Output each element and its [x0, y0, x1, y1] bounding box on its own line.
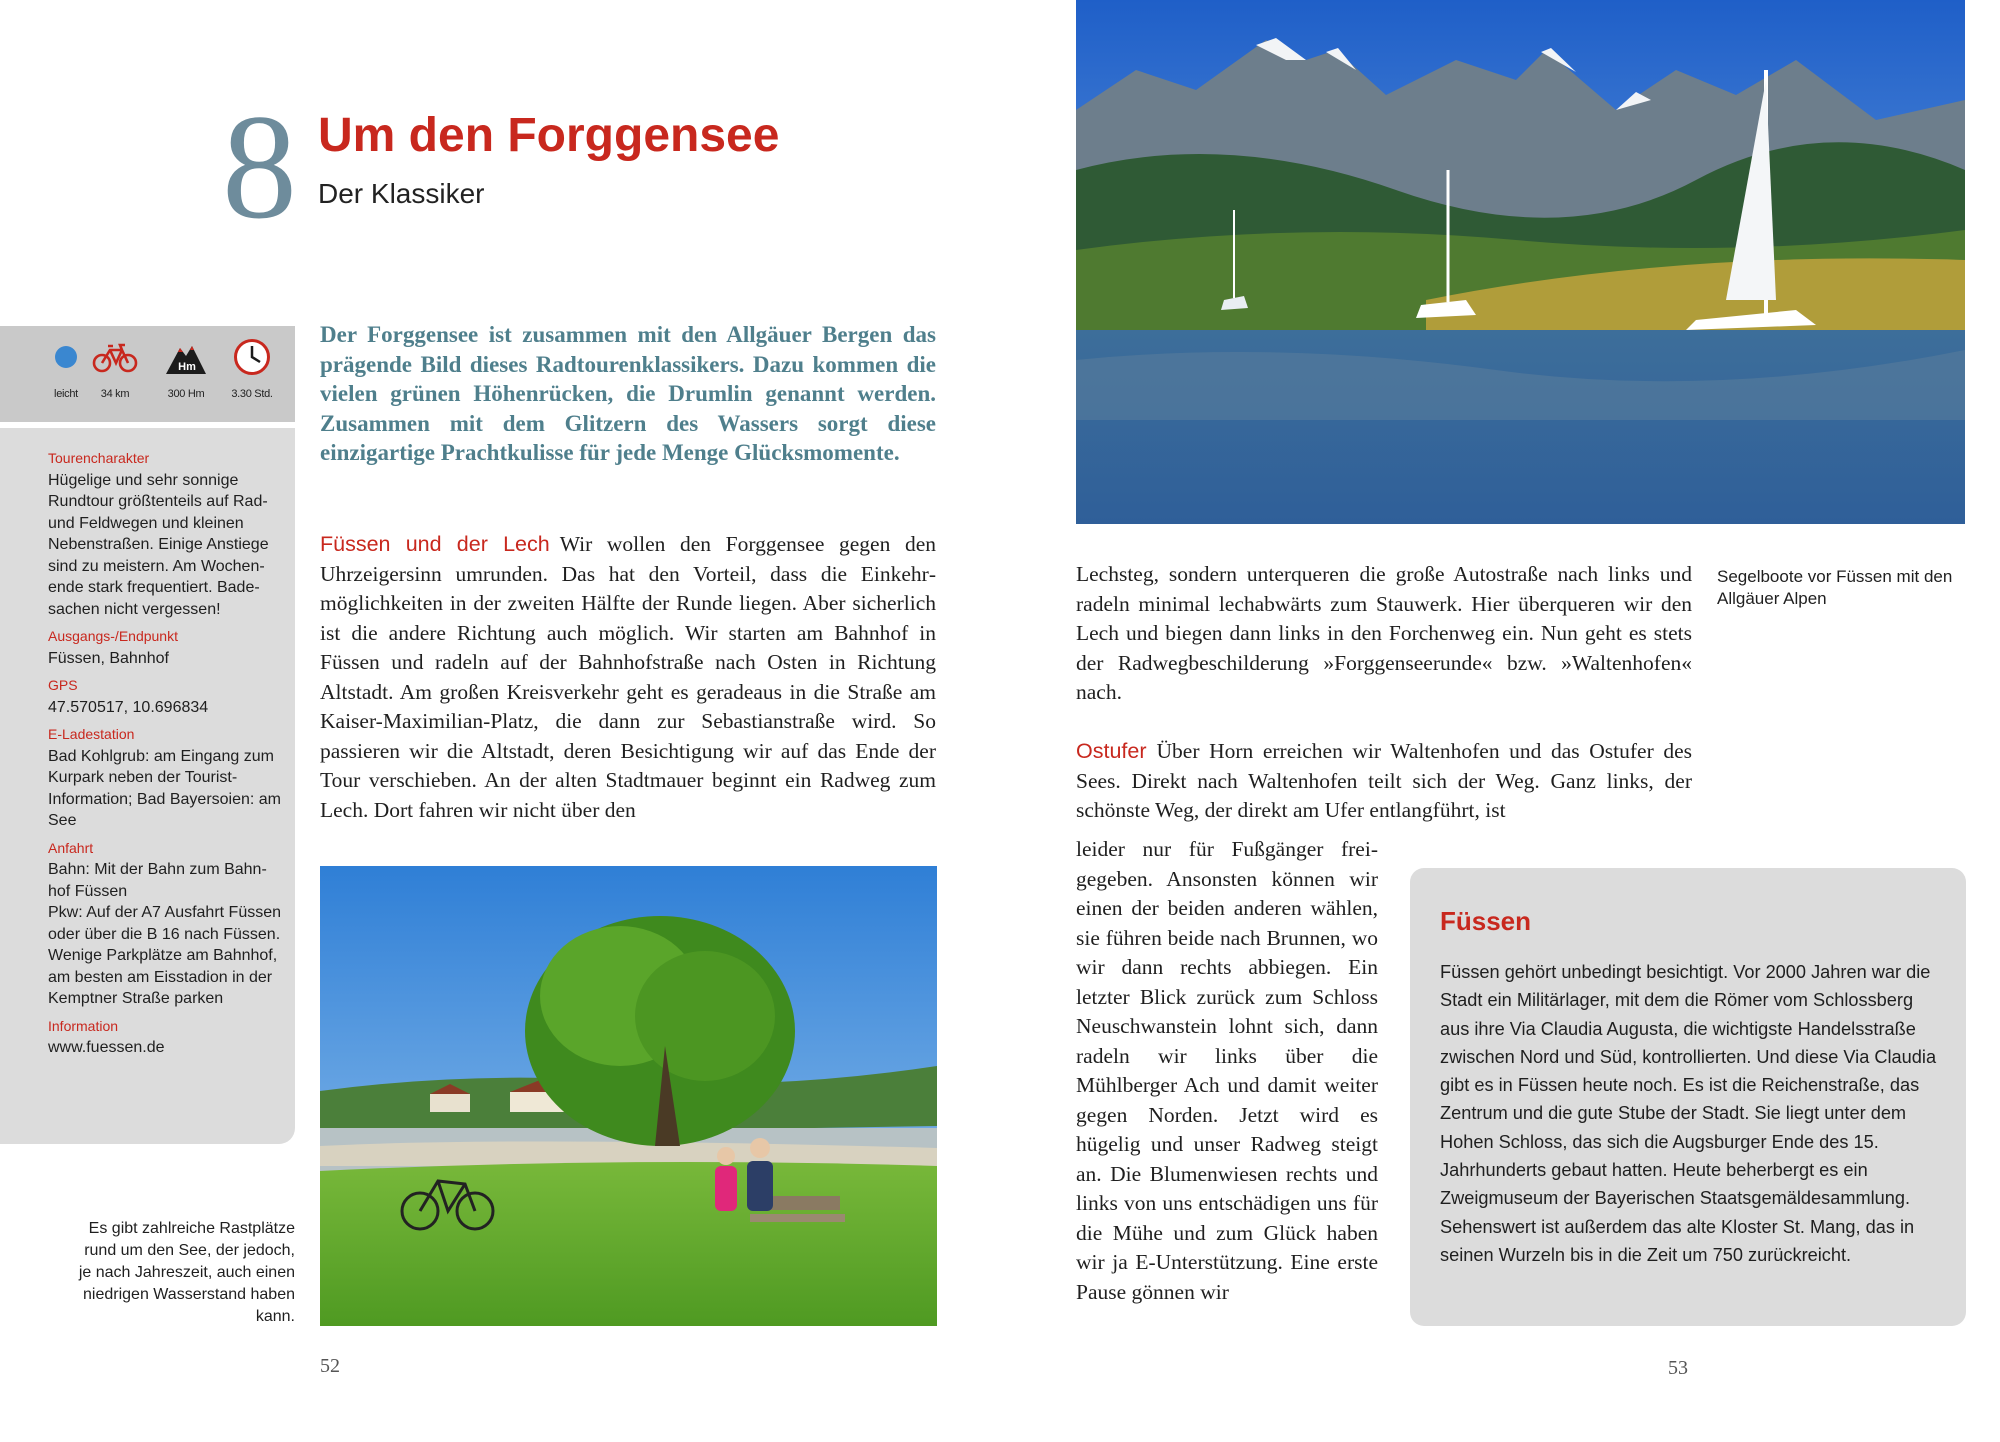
info-box-text: Füssen gehört unbedingt besichtigt. Vor 2000 Jahren war die Stadt ein Militärlager, mit dem die Römer vom Schlossberg aus ihre Via Claudia Augusta, die wichtigste Handelsstraße zwischen Nord und Süd, kontrollierten. Und diese Via Claudia gibt es in Füssen heute noch. Es ist die Reichenstraße, das Zentrum und die gute Stube der Stadt. Sie liegt unter dem Hohen Schloss, das sich die Augsburger Ende des 15. Jahrhunderts gebaut hatten. Heute beherbergt es ein Zweigmuseum der Bayerischen Staatsgemäldesammlung. Sehenswert ist außerdem das alte Kloster St. Mang, das in seinen Wurzeln bis in die Zeit um 750 zurückreicht.	[1440, 962, 1937, 1265]
section-text-ostufer-a: Über Horn erreichen wir Waltenhofen und das Ostufer des Sees. Direkt nach Waltenhofen teilt sich der Weg. Ganz links, der schönste Weg, der direkt am Ufer entlangführt, ist	[1076, 739, 1692, 822]
section-text-continued: Lechsteg, sondern unterqueren die große Autostraße nach links und radeln minimal lechabwärts zum Stauwerk. Hier überqueren wir den Lech und biegen dann links in den Forchenweg ein. Nun geht es stets der Radwegbeschilderung »Forggenseerunde« bzw. »Waltenhofen« nach.	[1076, 562, 1692, 704]
info-text-information: www.fuessen.de	[48, 1039, 165, 1056]
page-number-left: 52	[320, 1355, 340, 1377]
photo-bench-lakeside	[320, 866, 937, 1326]
tour-number: 8	[222, 84, 297, 250]
info-heading-start: Ausgangs-/Endpunkt	[48, 628, 178, 644]
clock-icon	[222, 336, 282, 378]
info-text-gps: 47.570517, 10.696834	[48, 698, 209, 716]
section-lead-fuessen: Füssen und der Lech	[320, 532, 550, 556]
tour-stats-panel	[0, 326, 295, 422]
body-column-right-narrow: leider nur für Fußgänger freigegeben. Ansonsten können wir einen der beiden anderen wählen, sie führen beide nach Brunnen, wo wir dann rechts abbiegen. Ein letzter Blick zurück zum Schloss Neuschwanstein lohnt sich, dann radeln wir links über die Mühlberger Ach und damit weiter gegen Norden. Jetzt wird es hügelig und unser Radweg steigt an. Die Blumenwiesen rechts und links von uns entschädigen uns für die Mühe und zum Glück haben wir ja E-Unterstützung. Eine erste Pause gönnen wir	[1076, 837, 1378, 1304]
photo-caption-bench: Es gibt zahlreiche Rastplätze rund um den See, der jedoch, je nach Jahreszeit, auch einen niedrigen Wasserstand haben kann.	[78, 1220, 295, 1325]
section-text-fuessen: Wir wollen den Forggensee gegen den Uhrzeigersinn umrunden. Das hat den Vorteil, dass die Einkehrmöglichkeiten in der zweiten Hälfte der Runde liegen. Aber sicherlich ist die andere Richtung auch möglich. Wir starten am Bahnhof in Füssen und radeln auf der Bahnhofstraße nach Osten in Richtung Altstadt. Am großen Kreisverkehr geht es geradeaus in die Straße am Kaiser-Maximilian-Platz, die dann zur Sebastianstraße wird. So passieren wir die Altstadt, deren Besichtigung wir auf das Ende der Tour verschieben. An der alten Stadtmauer beginnt ein Radweg zum Lech. Dort fahren wir nicht über den	[320, 532, 936, 822]
info-text-character: Hügelige und sehr sonnige Rundtour größtenteils auf Rad- und Feldwegen und kleinen Nebenstraßen. Einige Anstiege sind zu meistern. Am Wochenende stark frequentiert. Badesachen nicht vergessen!	[48, 471, 269, 618]
info-heading-information: Information	[48, 1017, 119, 1034]
body-column-left	[320, 530, 936, 825]
stat-difficulty-label: leicht	[54, 388, 78, 400]
mountain-hm-icon	[156, 336, 216, 378]
stat-duration	[222, 336, 282, 400]
tour-subtitle: Der Klassiker	[318, 178, 485, 209]
svg-text:Hm: Hm	[178, 361, 196, 373]
info-heading-character: Tourencharakter	[48, 450, 150, 466]
stat-elevation-label: 300 Hm	[167, 388, 205, 400]
photo-sailboats-alps	[1076, 0, 1965, 524]
stat-duration-label: 3.30 Std.	[231, 388, 273, 400]
info-box-title: Füssen	[1440, 906, 1532, 936]
info-heading-arrival: Anfahrt	[48, 839, 94, 856]
tour-title: Um den Forggensee	[318, 109, 780, 162]
stat-elevation	[156, 336, 216, 400]
page-number-right: 53	[1668, 1357, 1688, 1379]
body-column-right	[1076, 560, 1692, 826]
info-text-charging: Bad Kohlgrub: am Eingang zum Kurpark neben der Tourist-Information; Bad Bayersoien: am See	[48, 747, 282, 829]
info-box-fuessen	[1410, 868, 1966, 1326]
photo-caption-sailboats: Segelboote vor Füssen mit den Allgäuer Alpen	[1717, 567, 1953, 608]
section-lead-ostufer: Ostufer	[1076, 739, 1147, 763]
info-text-arrival: Bahn: Mit der Bahn zum Bahnhof Füssen Pkw: Auf der A7 Ausfahrt Füssen oder über die B 16 nach Füssen. Wenige Parkplätze am Bahnhof, am besten am Eisstadion in der Kemptner Straße parken	[48, 861, 282, 1007]
stat-distance-label: 34 km	[100, 388, 130, 400]
info-heading-charging: E-Ladestation	[48, 726, 135, 742]
stat-distance	[85, 336, 145, 400]
info-text-start: Füssen, Bahnhof	[48, 649, 169, 667]
tour-info-panel	[0, 428, 295, 1144]
intro-paragraph: Der Forggensee ist zusammen mit den Allgäuer Bergen das prägende Bild dieses Radtourenklassikers. Dazu kommen die vielen grünen Höhenrücken, die Drumlin genannt werden. Zusammen mit dem Glitzern des Wassers sorgt diese einzigartige Prachtkulisse für jede Menge Glücksmomente.	[320, 322, 936, 465]
bicycle-icon	[85, 336, 145, 378]
info-heading-gps: GPS	[48, 677, 78, 693]
